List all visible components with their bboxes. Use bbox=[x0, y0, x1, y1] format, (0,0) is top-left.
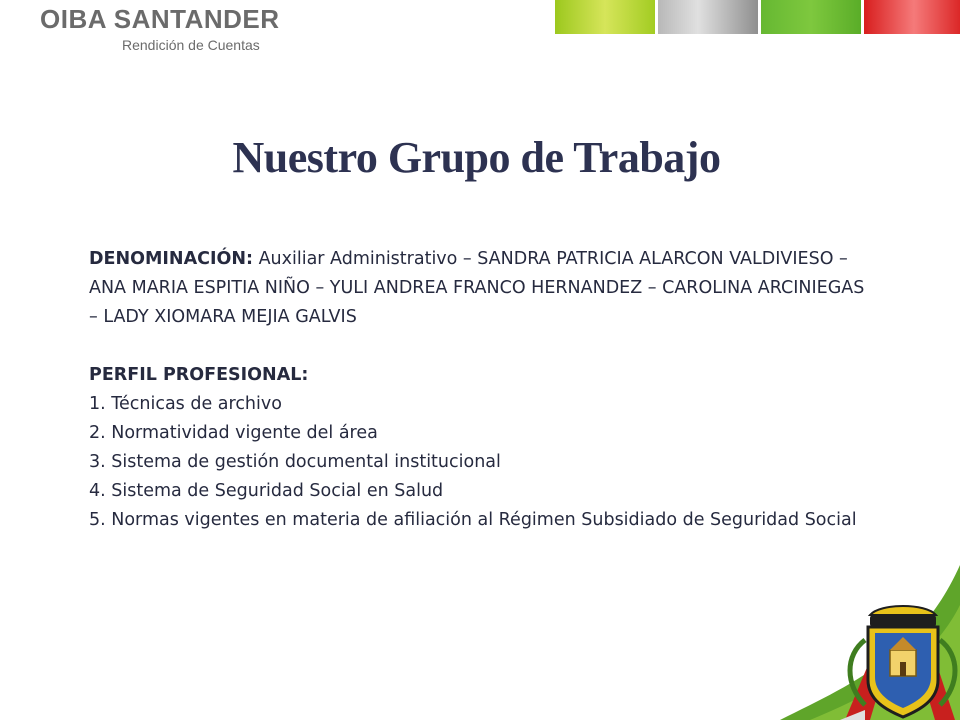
brand-title: OIBA SANTANDER bbox=[40, 4, 280, 34]
denominacion-text: Auxiliar Administrativo – SANDRA PATRICIA ALARCON VALDIVIESO – ANA MARIA ESPITIA NIÑO – YULI ANDREA FRANCO HERNANDEZ – CAROLINA ARCINIEGAS – LADY XIOMARA MEJIA GALVIS bbox=[89, 249, 865, 327]
church-door bbox=[900, 662, 906, 676]
color-tab-lime bbox=[761, 0, 861, 34]
crown bbox=[870, 606, 936, 615]
coat-of-arms-emblem bbox=[740, 545, 960, 720]
denominacion-paragraph bbox=[89, 245, 869, 332]
color-tab-strip bbox=[555, 0, 960, 34]
perfil-label: PERFIL PROFESIONAL: bbox=[89, 365, 309, 385]
brand-subtitle: Rendición de Cuentas bbox=[122, 37, 260, 53]
perfil-item: 4. Sistema de Seguridad Social en Salud bbox=[89, 481, 444, 501]
brand-logo bbox=[40, 0, 290, 60]
perfil-item: 2. Normatividad vigente del área bbox=[89, 423, 378, 443]
perfil-item: 1. Técnicas de archivo bbox=[89, 394, 282, 414]
slide-title: Nuestro Grupo de Trabajo bbox=[232, 133, 721, 182]
perfil-item: 3. Sistema de gestión documental institucional bbox=[89, 452, 501, 472]
color-tab-gray bbox=[658, 0, 758, 34]
denominacion-label: DENOMINACIÓN: bbox=[89, 249, 253, 269]
paragraph-spacer bbox=[89, 332, 869, 361]
color-tab-red bbox=[864, 0, 960, 34]
slide-body bbox=[89, 245, 869, 535]
top-banner bbox=[870, 615, 936, 627]
perfil-list bbox=[89, 390, 869, 535]
perfil-item: 5. Normas vigentes en materia de afiliación al Régimen Subsidiado de Seguridad Social bbox=[89, 510, 857, 530]
color-tab-green bbox=[555, 0, 655, 34]
